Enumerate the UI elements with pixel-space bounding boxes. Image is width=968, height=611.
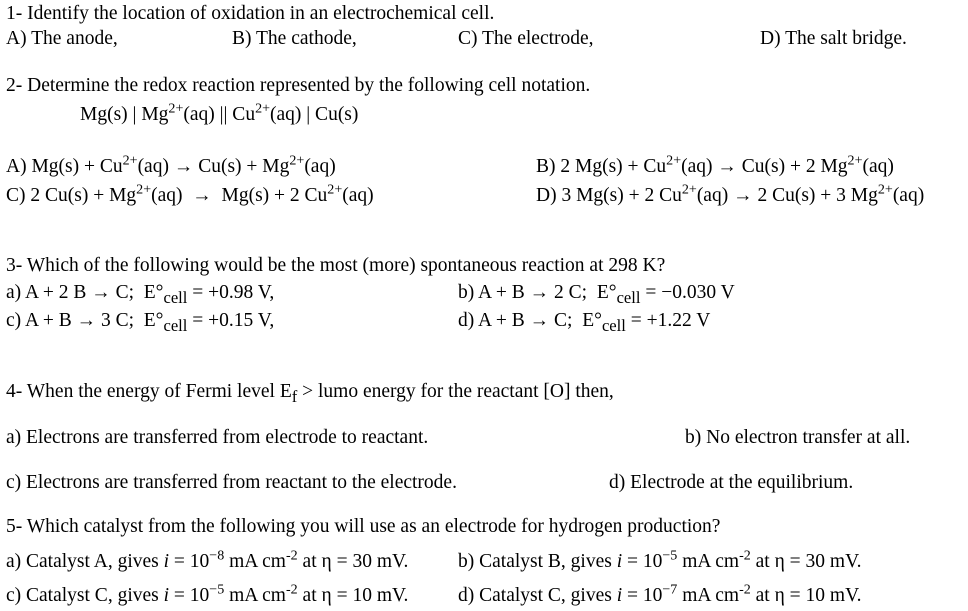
q4-stem: 4- When the energy of Fermi level $E_f$ > lumo energy for the reactant [O] then, <box>6 381 614 406</box>
q1-option-b: B) The cathode, <box>232 28 357 49</box>
q2-option-c: C) 2 $Cu(s) + Mg^{2+}(aq) \to Mg(s) + 2$ $Cu^{2+}(aq)$ <box>6 181 374 206</box>
q4-option-a: a) Electrons are transferred from electrode to reactant. <box>6 427 429 448</box>
q3-option-a: a) A + 2 B → C; $E^\circ_{cell} = +0.98$ V, <box>6 282 275 307</box>
q5-stem: 5- Which catalyst from the following you will use as an electrode for hydrogen production? <box>6 516 721 537</box>
q3-option-d: d) A + B → C; $E^\circ_{cell} = +1.22$ V <box>458 310 711 335</box>
q1-option-a: A) The anode, <box>6 28 118 49</box>
q2-option-a: A) $Mg(s) + Cu^{2+}(aq) \to Cu(s) + Mg^{2+}(aq)$ <box>6 152 336 177</box>
q2-option-d: D) 3 Mg(s) + 2 $Cu^{2+}(aq) \to 2$ Cu(s) + 3 $Mg^{2+}(aq)$ <box>536 181 925 206</box>
q4-option-b: b) No electron transfer at all. <box>685 427 911 448</box>
q3-stem: 3- Which of the following would be the most (more) spontaneous reaction at 298 K? <box>6 255 666 276</box>
q5-option-b: b) Catalyst B, gives $i = 10^{-5}$ mA $cm^{-2}$ at η = 30 mV. <box>458 547 862 572</box>
q1-stem: 1- Identify the location of oxidation in an electrochemical cell. <box>6 3 495 24</box>
q1-option-c: C) The electrode, <box>458 28 594 49</box>
q4-option-d: d) Electrode at the equilibrium. <box>609 472 854 493</box>
q5-option-c: c) Catalyst C, gives $i = 10^{-5}$ mA $cm^{-2}$ at η = 10 mV. <box>6 581 409 606</box>
q2-stem: 2- Determine the redox reaction represented by the following cell notation. <box>6 75 591 96</box>
q5-option-a: a) Catalyst A, gives $i = 10^{-8}$ mA $cm^{-2}$ at η = 30 mV. <box>6 547 409 572</box>
q5-option-d: d) Catalyst C, gives $i = 10^{-7}$ mA $cm^{-2}$ at η = 10 mV. <box>458 581 862 606</box>
q1-option-d: D) The salt bridge. <box>760 28 907 49</box>
q4-option-c: c) Electrons are transferred from reactant to the electrode. <box>6 472 457 493</box>
q2-option-b: B) 2 $Mg(s) + Cu^{2+}(aq) \to Cu(s) + 2$ $Mg^{2+}(aq)$ <box>536 152 894 177</box>
q3-option-c: c) A + B → 3 C; $E^\circ_{cell} = +0.15$ V, <box>6 310 275 335</box>
q3-option-b: b) A + B → 2 C; $E^\circ_{cell} = -0.030$ V <box>458 282 735 307</box>
q2-cell-notation: Mg(s) | $Mg^{2+}(aq)$ || $Cu^{2+}(aq)$ | Cu(s) <box>80 100 359 125</box>
